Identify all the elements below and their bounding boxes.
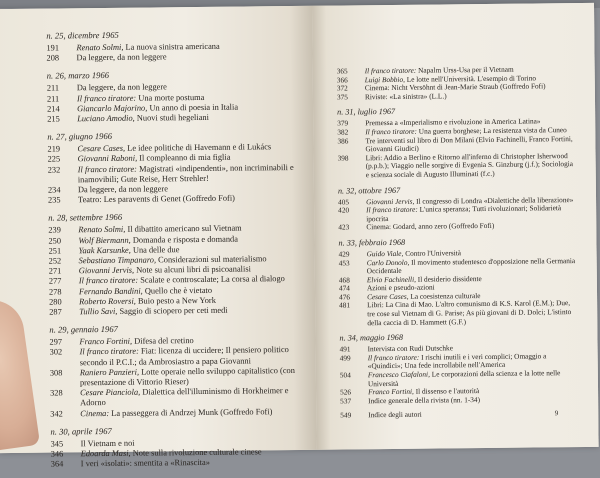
page-number: 9	[555, 409, 559, 417]
entry-text: I veri «isolati»: smentita a «Rinascita»	[81, 458, 210, 468]
page-ref: 499	[340, 354, 368, 371]
entry-text: Premessa a «Imperialismo e rivoluzione in America Latina»	[365, 117, 540, 128]
issue-heading: n. 33, febbraio 1968	[338, 236, 578, 249]
entry-text: Il dissenso e l'autorità	[414, 386, 479, 396]
entry-text: Il desiderio dissidente	[416, 274, 482, 284]
page-ref: 386	[337, 137, 365, 154]
entry-text: Note sulla rivoluzione culturale cinese	[131, 447, 262, 457]
page-ref: 191	[46, 43, 76, 54]
entry-author: Francesco Ciafaloni,	[368, 370, 430, 380]
entry-title	[80, 407, 312, 420]
entry-author: Cesare Cases,	[367, 292, 409, 301]
page-ref: 398	[338, 154, 366, 180]
page-ref: 278	[49, 287, 79, 298]
entry-title	[79, 305, 311, 318]
toc-section	[47, 68, 310, 125]
issue-heading: n. 29, gennaio 1967	[49, 322, 311, 336]
entry-text: L'unica speranza; Tutti rivoluzionari; Solidarietà ipocrita	[366, 203, 561, 223]
page-ref: 211	[47, 94, 77, 105]
entry-text: Napalm Urss-Usa per il Vietnam	[416, 65, 513, 75]
entry-title	[80, 386, 312, 409]
open-book	[0, 3, 599, 453]
entry-title	[368, 409, 580, 420]
entry-text: Note su alcuni libri di psicoanalisi	[134, 265, 251, 275]
entry-text: Lotte operaie nello sviluppo capitalistico (con presentazione di Vittorio Rieser)	[80, 366, 295, 387]
entry-text: Quello che è vietato	[143, 286, 212, 296]
entry-text: Azioni e pseudo-azioni	[367, 283, 435, 293]
page-ref: 208	[46, 53, 76, 64]
entry-text: Una morte postuma	[136, 93, 204, 103]
entry-title	[77, 112, 309, 125]
toc-entry	[49, 305, 311, 318]
entry-text: Libri: Addio a Berlino e Ritorno all'inferno di Christopher Isherwood (p.p.b.); Viaggio nelle sorgive di Evgenia S. Ginzburg (j.f.); Sociologia e scienza sociale di Augusto Illuminati (f.c.)	[366, 151, 573, 179]
toc-section	[337, 105, 578, 180]
entry-text: Libri: La Cina di Mao. L'altro comunismo di K.S. Karol (E.M.); Due, tre cose sul Vietnam di G. Parise; As più giovani di D. Dolci; L'istinto della caccia di D. Hammett (G.F.)	[367, 299, 571, 327]
toc-section	[50, 424, 312, 470]
entry-text: Da leggere, da non leggere	[76, 53, 166, 63]
entry-text: Le corporazioni della scienza e la lotte nelle Università	[368, 368, 560, 388]
issue-heading: n. 25, dicembre 1965	[46, 28, 308, 42]
entry-text: Indice degli autori	[368, 410, 422, 420]
issue-heading: n. 30, aprile 1967	[50, 424, 312, 438]
entry-text: Il dibattito americano sul Vietnam	[125, 224, 241, 234]
page-ref: 277	[49, 277, 79, 288]
entry-text: Il Vietnam e noi	[81, 439, 135, 449]
page-ref: 526	[340, 388, 368, 397]
page-ref: 549	[340, 412, 368, 421]
toc-entry	[48, 162, 310, 185]
page-ref: 239	[48, 226, 78, 237]
entry-text: La coesistenza culturale	[408, 291, 480, 301]
entry-title	[366, 152, 578, 180]
entry-text: Da leggere, da non leggere	[78, 184, 168, 194]
toc-section	[46, 28, 308, 64]
page-ref: 235	[48, 196, 78, 207]
toc-entry	[339, 299, 579, 327]
toc-entry	[50, 345, 312, 368]
page-ref: 219	[47, 144, 77, 155]
entry-text: Riviste: «La sinistra» (L.L.)	[365, 91, 447, 101]
page-ref: 375	[337, 93, 365, 102]
toc-entry	[50, 407, 312, 420]
page-ref: 429	[339, 250, 367, 259]
page-ref: 225	[48, 155, 78, 166]
entry-text: La nuova sinistra americana	[123, 42, 219, 52]
page-ref: 474	[339, 285, 367, 294]
entry-author: Il franco tiratore:	[77, 93, 136, 103]
entry-title	[80, 345, 312, 368]
entry-title	[367, 299, 579, 327]
toc-entry	[338, 221, 578, 232]
entry-text: Domanda e risposta e domanda	[131, 234, 238, 244]
entry-author: Il franco tiratore:	[365, 127, 417, 137]
entry-text: Le idee politiche di Havemann e di Lukács	[125, 142, 271, 153]
toc-entry	[50, 386, 312, 409]
entry-text: Cinema: Nicht Versöhnt di Jean-Marie Straub (Goffredo Fofi)	[365, 82, 546, 93]
page-ref: 234	[48, 185, 78, 196]
toc-entry	[51, 457, 313, 470]
toc-entry	[50, 366, 312, 389]
entry-author: Wolf Biermann,	[78, 235, 130, 245]
page-ref: 379	[337, 120, 365, 129]
entry-author: Edoarda Masi,	[81, 449, 131, 459]
entry-author: Il franco tiratore:	[366, 205, 418, 215]
page-ref: 372	[337, 84, 365, 93]
entry-title	[76, 51, 308, 64]
toc-section	[338, 184, 578, 233]
right-page	[312, 3, 599, 450]
entry-text: Difesa del cretino	[132, 336, 194, 346]
page-ref: 215	[47, 114, 77, 125]
toc-entry	[337, 91, 577, 102]
toc-section	[339, 331, 580, 406]
page-ref: 252	[49, 256, 79, 267]
entry-author: Yaak Karsunke,	[79, 246, 131, 256]
entry-author: Sebastiano Timpanaro,	[79, 256, 156, 266]
toc-section	[337, 65, 577, 102]
entry-text: Indice generale della rivista (nn. 1-34)	[368, 395, 480, 405]
page-ref: 328	[50, 389, 80, 410]
page-ref: 211	[47, 84, 77, 95]
entry-author: Giovanni Jervis,	[79, 266, 134, 276]
entry-text: Intervista con Rudi Dutschke	[368, 344, 453, 354]
entry-text: Le lotte nell'Università. L'esempio di Torino	[405, 73, 536, 83]
entry-title	[365, 91, 577, 102]
page-ref: 366	[337, 76, 365, 85]
entry-author: Il franco tiratore:	[79, 276, 138, 286]
page-ref: 537	[340, 397, 368, 406]
toc-entry	[47, 112, 309, 125]
entry-text: Tre interventi sul libro di Don Milani (Elvio Fachinelli, Franco Fortini, Giovanni Giudici)	[365, 134, 572, 154]
entry-text: Cinema: Godard, anno zero (Goffredo Fofi)	[366, 221, 494, 231]
page-ref: 382	[337, 128, 365, 137]
issue-heading: n. 31, luglio 1967	[337, 105, 577, 118]
entry-text: Il compleanno di mia figlia	[137, 153, 230, 163]
entry-title	[78, 162, 310, 185]
entry-text: I rischi inutili e i veri complici; Omaggio a «Quindici»; Una fede incrollabile nell'America	[368, 351, 547, 370]
page-ref: 364	[51, 460, 81, 471]
entry-text: Il congresso di Londra «Dialettiche della liberazione»	[414, 195, 573, 206]
issue-heading: n. 34, maggio 1968	[339, 331, 579, 344]
page-ref: 481	[339, 302, 367, 328]
page-ref: 232	[48, 165, 78, 186]
entry-author: Elvio Fachinelli,	[367, 274, 416, 284]
entry-author: Il franco tiratore:	[365, 66, 417, 76]
toc-section	[47, 129, 310, 206]
entry-author: Renato Solmi,	[76, 43, 123, 52]
page-ref: 280	[49, 297, 79, 308]
entry-author: Giovanni Jervis,	[366, 196, 414, 206]
page-ref: 468	[339, 276, 367, 285]
entry-author: Raniero Panzieri,	[80, 368, 139, 378]
entry-author: Tullio Savi,	[79, 307, 117, 316]
entry-text: Da leggere, da non leggere	[77, 83, 167, 93]
page-ref: 342	[50, 409, 80, 420]
entry-author: Giancarlo Majorino,	[77, 103, 147, 113]
issue-heading: n. 32, ottobre 1967	[338, 184, 578, 197]
page-ref: 297	[49, 338, 79, 349]
entry-author: Il franco tiratore:	[78, 164, 137, 174]
toc-section	[340, 409, 580, 420]
entry-text: Il movimento studentesco d'opposizione nella Germania Occidentale	[367, 256, 575, 276]
entry-author: Fernando Bandini,	[79, 286, 143, 296]
entry-author: Cesare Cases,	[77, 144, 125, 153]
issue-heading: n. 28, settembre 1966	[48, 210, 310, 224]
page-ref: 420	[338, 206, 366, 223]
entry-title	[366, 221, 578, 232]
page-ref: 287	[49, 307, 79, 318]
toc-section	[338, 236, 579, 328]
entry-text: Saggio di sciopero per ceti medi	[117, 306, 227, 316]
toc-entry	[338, 152, 578, 180]
page-ref: 365	[337, 67, 365, 76]
entry-title	[80, 366, 312, 389]
left-page	[0, 6, 317, 453]
page-ref: 250	[48, 236, 78, 247]
page-ref: 251	[49, 246, 79, 257]
left-page-contents	[46, 28, 313, 477]
entry-text: Una guerra borghese; La resistenza vista da Cuneo	[417, 125, 567, 136]
entry-author: Carlo Donolo,	[367, 257, 410, 266]
issue-heading: n. 27, giugno 1966	[47, 129, 309, 143]
issue-heading: n. 26, marzo 1966	[47, 68, 309, 82]
entry-author: Cinema:	[80, 409, 109, 418]
entry-text: Magistrati «indipendenti», non incriminabili e inamovibili; Gute Reise, Herr Strehler!	[78, 163, 294, 184]
entry-text: Contro l'Università	[403, 248, 461, 258]
entry-title	[81, 457, 313, 470]
right-page-contents	[337, 65, 581, 426]
entry-author: Franco Fortini,	[368, 387, 414, 396]
entry-title	[78, 193, 310, 206]
entry-text: Teatro: Les paravents di Genet (Goffredo Fofi)	[78, 194, 235, 205]
page-ref: 504	[340, 371, 368, 388]
page-ref: 423	[338, 224, 366, 233]
entry-text: Considerazioni sul materialismo	[156, 254, 267, 264]
page-ref: 491	[340, 345, 368, 354]
page-ref: 271	[49, 267, 79, 278]
page-ref: 214	[47, 104, 77, 115]
entry-text: Buio pesto a New York	[136, 296, 216, 306]
entry-text: Fiat: licenza di uccidere; Il pensiero politico secondo il P.C.I.; da Ambrosiastro a papa Giovanni	[80, 346, 289, 367]
toc-entry	[340, 395, 580, 406]
entry-text: Una delle due	[131, 245, 180, 255]
page-ref: 405	[338, 198, 366, 207]
page-ref: 476	[339, 293, 367, 302]
page-ref: 302	[50, 348, 80, 369]
toc-entry	[48, 193, 310, 206]
toc-section	[49, 322, 312, 419]
entry-text: La passeggera di Andrzej Munk (Goffredo Fofi)	[109, 407, 272, 418]
entry-author: Il franco tiratore:	[368, 353, 420, 363]
entry-author: Guido Viale,	[367, 249, 404, 258]
entry-author: Giovanni Raboni,	[78, 154, 138, 164]
page-ref: 453	[339, 259, 367, 276]
entry-text: Nuovi studi hegeliani	[135, 113, 209, 123]
entry-author: Renato Solmi,	[78, 225, 125, 234]
entry-author: Il franco tiratore:	[80, 347, 139, 357]
entry-text: Dialettica dell'illuminismo di Horkheimer e Adorno	[80, 386, 288, 407]
page-ref: 345	[51, 439, 81, 450]
entry-author: Luigi Bobbio,	[365, 74, 405, 83]
entry-author: Luciano Amodio,	[77, 114, 135, 124]
entry-text: Un anno di poesia in Italia	[147, 102, 238, 112]
entry-author: Roberto Roversi,	[79, 297, 136, 307]
toc-entry	[46, 51, 308, 64]
page-ref: 346	[51, 449, 81, 460]
entry-title	[368, 395, 580, 406]
toc-section	[48, 210, 311, 318]
toc-entry	[340, 409, 580, 420]
page-ref: 308	[50, 368, 80, 389]
entry-author: Franco Fortini,	[79, 337, 132, 347]
entry-text: Scalate e controscalate; La corsa al dialogo	[138, 275, 285, 286]
entry-author: Cesare Pianciola,	[80, 388, 140, 398]
